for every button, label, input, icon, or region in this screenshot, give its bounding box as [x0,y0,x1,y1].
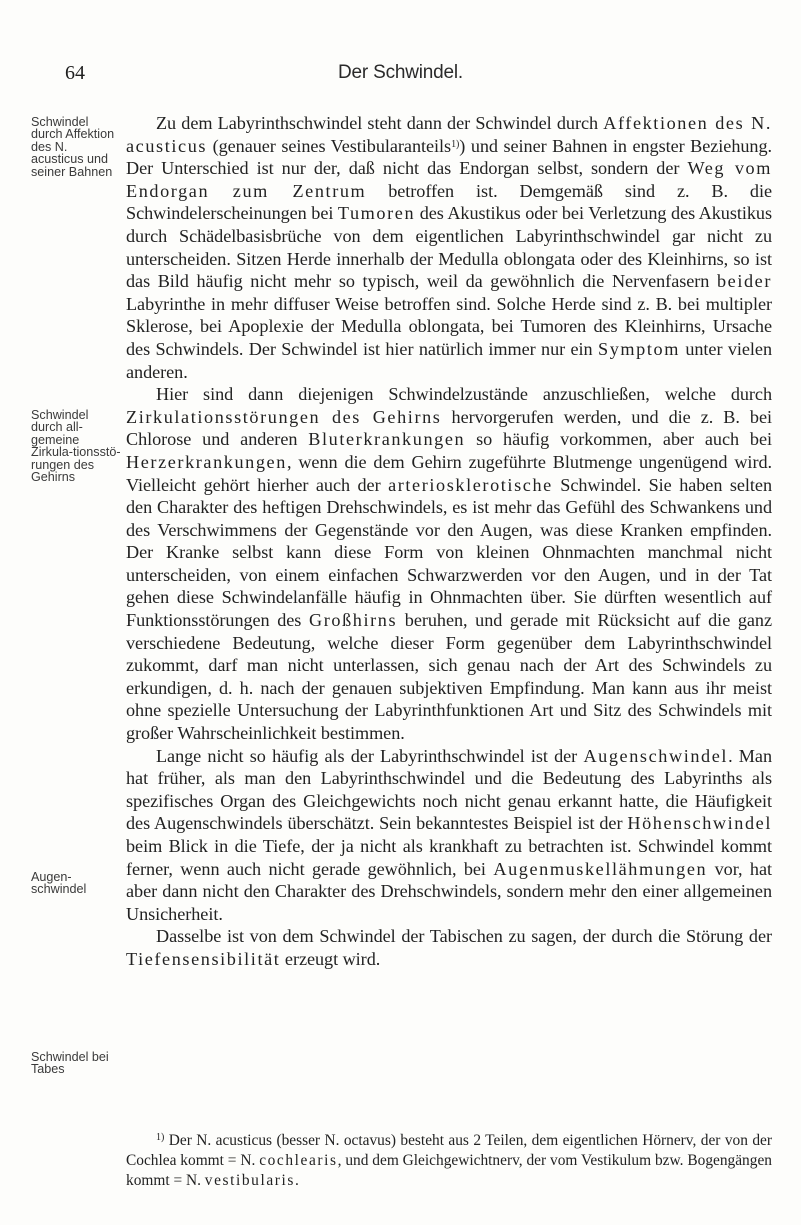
emphasis: Symptom [598,338,680,359]
text-run: Schwindel. Sie haben selten den Charakter des heftigen Drehschwindels, es ist mehr das Gefühl des Schwankens und des Verschwimmens der Gegenstände vor den Augen, was diese Kranken empfinden. Der Kranke selbst kann diese Form von kleinen Ohnmachten manchmal nicht unterscheiden, von einem einfachen Schwarzwerden vor den Augen, und in der Tat gehen diese Schwindelanfälle häufig in Ohnmachten über. Sie dürften wesentlich auf Funktionsstörungen des [126,474,772,631]
paragraph-tabes [126,925,772,970]
emphasis: Zirkulationsstörungen des Gehirns [126,406,442,427]
page-number: 64 [65,62,85,84]
text-run: unter vielen anderen. [126,338,772,382]
emphasis: Großhirns [308,610,398,631]
text-run: Zu dem Labyrinthschwindel steht dann der Schwindel durch [156,113,604,133]
emphasis: Tumoren [337,203,416,224]
text-run: so häufig vorkommen, aber auch bei [465,429,772,450]
footnote-marker: 1) [156,1132,165,1143]
emphasis: Tiefensensibilität [126,948,281,969]
emphasis: Herzerkrankungen [126,451,287,472]
footnote-ref: 1) [451,138,460,150]
text-run: hervorgerufen werden, und die z. B. bei Chlorose und anderen [126,406,773,450]
emphasis: Affektionen des N. acusticus [126,113,772,156]
emphasis: Augenmuskellähmungen [493,858,708,879]
margin-note-tabes: Schwindel bei Tabes [31,1050,109,1077]
margin-note-augenschwindel: Augen-schwindel [31,870,87,897]
text-run: , wenn die dem Gehirn zugeführte Blutmenge ungenügend wird. Vielleicht gehört hierher auch der [126,451,772,495]
text-run: (genauer seines Vestibularanteils [207,135,452,156]
emphasis: beider [716,271,772,292]
text-run: . Man hat früher, als man den Labyrinthschwindel und die Bedeutung des Labyrinths als spezifisches Organ des Gleichgewichts noch nicht genau erkannt hatte, die Häufigkeit des Augenschwindels überschätzt. Sein bekanntestes Beispiel ist der [126,745,772,834]
footnote-paragraph [126,1131,772,1191]
emphasis: Höhenschwindel [627,813,772,834]
text-run: , und dem Gleichgewichtnerv, der vom Vestikulum bzw. Bogengängen kommt = N. [126,1152,772,1189]
footnote [126,1131,772,1191]
text-run: Dasselbe ist von dem Schwindel der Tabischen zu sagen, der durch die Störung der [156,926,772,947]
text-run: erzeugt wird. [280,948,381,969]
margin-note-acusticus: Schwindel durch Affektion des N. acusticus und seiner Bahnen [31,115,115,179]
emphasis: Augenschwindel [583,745,729,766]
emphasis: Bluterkrankungen [308,429,466,450]
emphasis: vestibularis [204,1172,295,1189]
body-text [126,112,772,971]
text-run: Labyrinthe in mehr diffuser Weise betroffen sind. Solche Herde sind z. B. bei multipler Sklerose, bei Apoplexie der Medulla oblongata, bei Tumoren des Kleinhirns, Ursache des Schwindels. Der Schwindel ist hier natürlich immer nur ein [126,293,772,359]
text-run: beruhen, und gerade mit Rücksicht auf die ganz verschiedene Bedeutung, welche dieser Form gegenüber dem Labyrinthschwindel zukommt, darf man nicht unterlassen, sich genau nach der Art des Schwindels zu erkundigen, d. h. nach der genauen subjektiven Empfindung. Man kann aus ihr meist ohne spezielle Untersuchung der Labyrinthfunktionen Art und Sitz des Schwindels mit großer Wahrscheinlichkeit bestimmen. [126,610,772,744]
running-title: Der Schwindel. [338,62,463,83]
text-run: vor, hat aber dann nicht den Charakter des Drehschwindels, sondern mehr den einer allgemeinen Unsicherheit. [126,858,772,924]
text-run: . [294,1172,299,1189]
paragraph-augenschwindel [126,745,772,926]
emphasis: arteriosklerotische [388,474,553,495]
text-run: ) und seiner Bahnen in engster Beziehung. Der Unterschied ist nur der, daß nicht das Endorgan selbst, sondern der [126,135,773,179]
text-run: des Akustikus oder bei Verletzung des Akustikus durch Schädelbasisbrüche von dem eigentlichen Labyrinthschwindel gar nicht zu unterscheiden. Sitzen Herde innerhalb der Medulla oblongata oder des Kleinhirns, so ist das Bild häufig nicht mehr so typisch, weil da gewöhnlich die Nervenfasern [126,203,772,292]
text-run: betroffen ist. Demgemäß sind z. B. die Schwindelerscheinungen bei [126,180,772,224]
text-run: Lange nicht so häufig als der Labyrinthschwindel ist der [156,745,584,766]
text-run: Der N. acusticus (besser N. octavus) besteht aus 2 Teilen, dem eigentlichen Hörnerv, der von der Cochlea kommt = N. [126,1132,772,1169]
margin-note-zirkulation: Schwindel durch all-gemeine Zirkula-tionsstö-rungen des Gehirns [31,408,121,485]
emphasis: cochlearis [259,1152,338,1169]
paragraph-zirkulation [126,383,772,745]
paragraph-acusticus [126,112,772,383]
emphasis: Weg vom Endorgan zum Zentrum [126,158,772,201]
text-run: beim Blick in die Tiefe, der ja nicht als krankhaft zu betrachten ist. Schwindel kommt ferner, wenn auch nicht gerade gewöhnlich, bei [126,836,772,879]
page-header [0,62,801,88]
text-run: Hier sind dann diejenigen Schwindelzustände anzuschließen, welche durch [156,384,772,405]
